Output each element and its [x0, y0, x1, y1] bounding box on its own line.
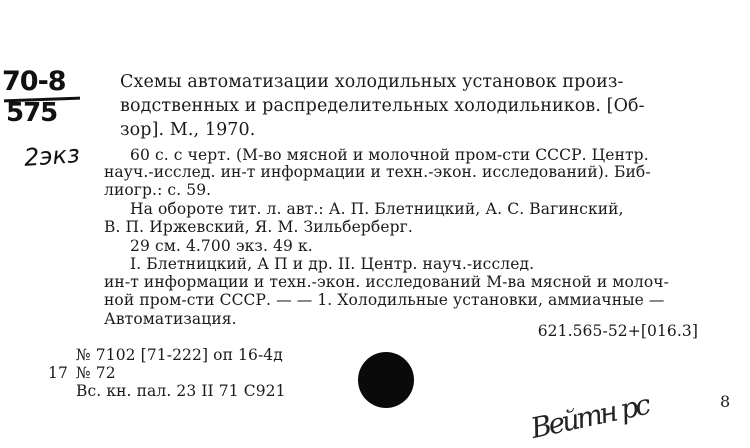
corner-mark: 8	[720, 392, 731, 411]
note-line-3: 29 см. 4.700 экз. 49 к.	[130, 237, 313, 255]
description-line-2: науч.-исслед. ин-т информации и техн.-экон. исследований). Биб-	[104, 163, 651, 181]
footer-prefix: 17	[48, 364, 68, 382]
footer-date-line: Вс. кн. пал. 23 II 71 С921	[76, 382, 286, 400]
tracing-line-4: Автоматизация.	[104, 310, 237, 328]
note-line-2: В. П. Иржевский, Я. М. Зильберберг.	[104, 218, 413, 236]
shelfmark-bottom: 575	[6, 98, 58, 128]
copies-count: 2экз	[23, 140, 81, 172]
title-line-2: водственных и распределительных холодильников. [Об-	[120, 96, 645, 116]
handwritten-signature: Вейтн рс	[527, 388, 651, 445]
order-line: № 7102 [71-222] оп 16-4д	[76, 346, 283, 364]
title-line-1: Схемы автоматизации холодильных установок произ-	[120, 72, 624, 92]
card-punch-hole	[358, 352, 414, 408]
description-line-1: 60 с. с черт. (М-во мясной и молочной пром-сти СССР. Центр.	[130, 146, 649, 164]
footer-number: № 72	[76, 364, 116, 382]
description-line-3: лиогр.: с. 59.	[104, 181, 212, 199]
tracing-line-2: ин-т информации и техн.-экон. исследований М-ва мясной и молоч-	[104, 273, 669, 291]
title-line-3: зор]. М., 1970.	[120, 120, 256, 140]
tracing-line-1: I. Блетницкий, А П и др. II. Центр. науч.-исслед.	[130, 255, 535, 273]
shelfmark-top: 70-8	[2, 66, 66, 97]
classification-code: 621.565-52+[016.3]	[537, 322, 698, 340]
note-line-1: На обороте тит. л. авт.: А. П. Блетницкий, А. С. Вагинский,	[130, 200, 624, 218]
tracing-line-3: ной пром-сти СССР. — — 1. Холодильные установки, аммиачные —	[104, 291, 665, 309]
